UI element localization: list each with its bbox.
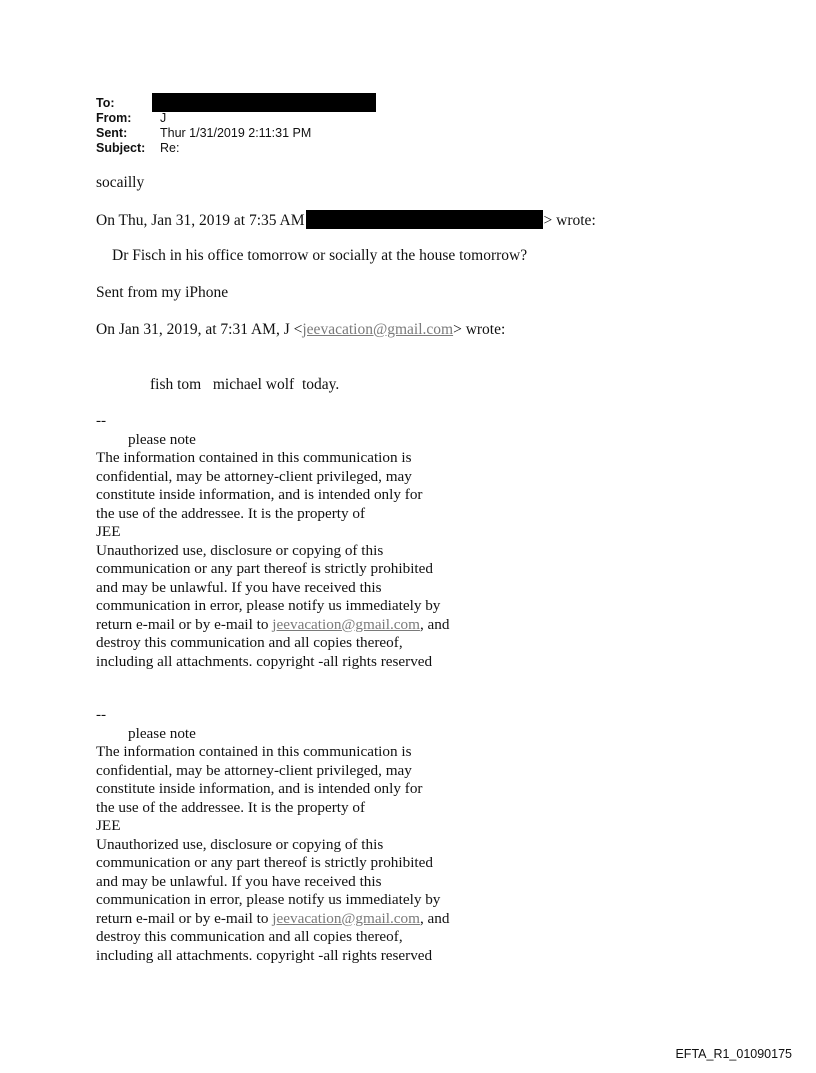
redacted-recipient <box>152 93 376 112</box>
sent-label: Sent: <box>96 126 128 140</box>
quote2-intro: On Jan 31, 2019, at 7:31 AM, J < <box>96 321 303 338</box>
quote2-header <box>96 321 505 339</box>
disclaimer-line: communication in error, please notify us immediately by <box>96 891 441 908</box>
email-prefix: return e-mail or by e-mail to <box>96 615 273 633</box>
disclaimer-line: constitute inside information, and is intended only for <box>96 780 423 797</box>
disclaimer-line: and may be unlawful. If you have received this <box>96 578 382 596</box>
separator: -- <box>96 706 107 723</box>
email-link[interactable]: jeevacation@gmail.com <box>302 321 454 338</box>
subject-label: Subject: <box>96 141 146 155</box>
disclaimer-line: JEE <box>96 523 121 540</box>
document-id: EFTA_R1_01090175 <box>675 1047 792 1061</box>
to-label: To: <box>96 96 115 110</box>
disclaimer-email-line <box>96 910 496 929</box>
disclaimer-line: confidential, may be attorney-client privileged, may <box>96 761 412 779</box>
disclaimer-block <box>96 706 496 965</box>
quote1-wrote: > wrote: <box>543 212 596 229</box>
from-label: From: <box>96 111 132 125</box>
quote1-header <box>96 210 596 230</box>
subject-value: Re: <box>160 141 180 155</box>
disclaimer-line: destroy this communication and all copies thereof, <box>96 928 403 945</box>
disclaimer-line: communication or any part thereof is strictly prohibited <box>96 854 433 871</box>
disclaimer-block <box>96 412 496 671</box>
separator: -- <box>96 412 107 429</box>
redacted-sender <box>306 210 543 229</box>
sent-value: Thur 1/31/2019 2:11:31 PM <box>160 126 312 140</box>
disclaimer-line: the use of the addressee. It is the property of <box>96 798 366 816</box>
disclaimer-line: confidential, may be attorney-client privileged, may <box>96 467 412 485</box>
disclaimer-line: communication or any part thereof is strictly prohibited <box>96 560 433 577</box>
note-heading: please note <box>128 430 196 448</box>
disclaimer-line: destroy this communication and all copies thereof, <box>96 634 403 651</box>
disclaimer-line: The information contained in this communication is <box>96 743 412 760</box>
disclaimer-email-line <box>96 616 496 635</box>
signature: Sent from my iPhone <box>96 284 229 301</box>
disclaimer-line: constitute inside information, and is intended only for <box>96 486 423 503</box>
disclaimer-line: The information contained in this communication is <box>96 449 412 466</box>
disclaimer-line: the use of the addressee. It is the property of <box>96 504 366 522</box>
email-link[interactable]: jeevacation@gmail.com <box>272 615 420 633</box>
reply-text: socailly <box>96 174 145 191</box>
disclaimer-line: and may be unlawful. If you have received this <box>96 872 382 890</box>
email-suffix: , and <box>419 615 450 633</box>
disclaimer-line: including all attachments. copyright -all rights reserved <box>96 946 433 964</box>
disclaimer-line: JEE <box>96 817 121 834</box>
from-value: J <box>160 111 167 125</box>
email-suffix: , and <box>419 909 450 927</box>
email-link[interactable]: jeevacation@gmail.com <box>272 909 420 927</box>
quote1-intro: On Thu, Jan 31, 2019 at 7:35 AM <box>96 212 305 229</box>
email-prefix: return e-mail or by e-mail to <box>96 909 273 927</box>
disclaimer-line: including all attachments. copyright -all rights reserved <box>96 652 433 670</box>
disclaimer-line: communication in error, please notify us immediately by <box>96 597 441 614</box>
quote2-text: fish tom michael wolf today. <box>150 376 340 393</box>
quote2-wrote: > wrote: <box>453 321 506 338</box>
disclaimer-line: Unauthorized use, disclosure or copying of this <box>96 541 384 559</box>
quote1-text: Dr Fisch in his office tomorrow or socially at the house tomorrow? <box>112 247 528 264</box>
note-heading: please note <box>128 724 196 742</box>
disclaimer-line: Unauthorized use, disclosure or copying of this <box>96 835 384 853</box>
